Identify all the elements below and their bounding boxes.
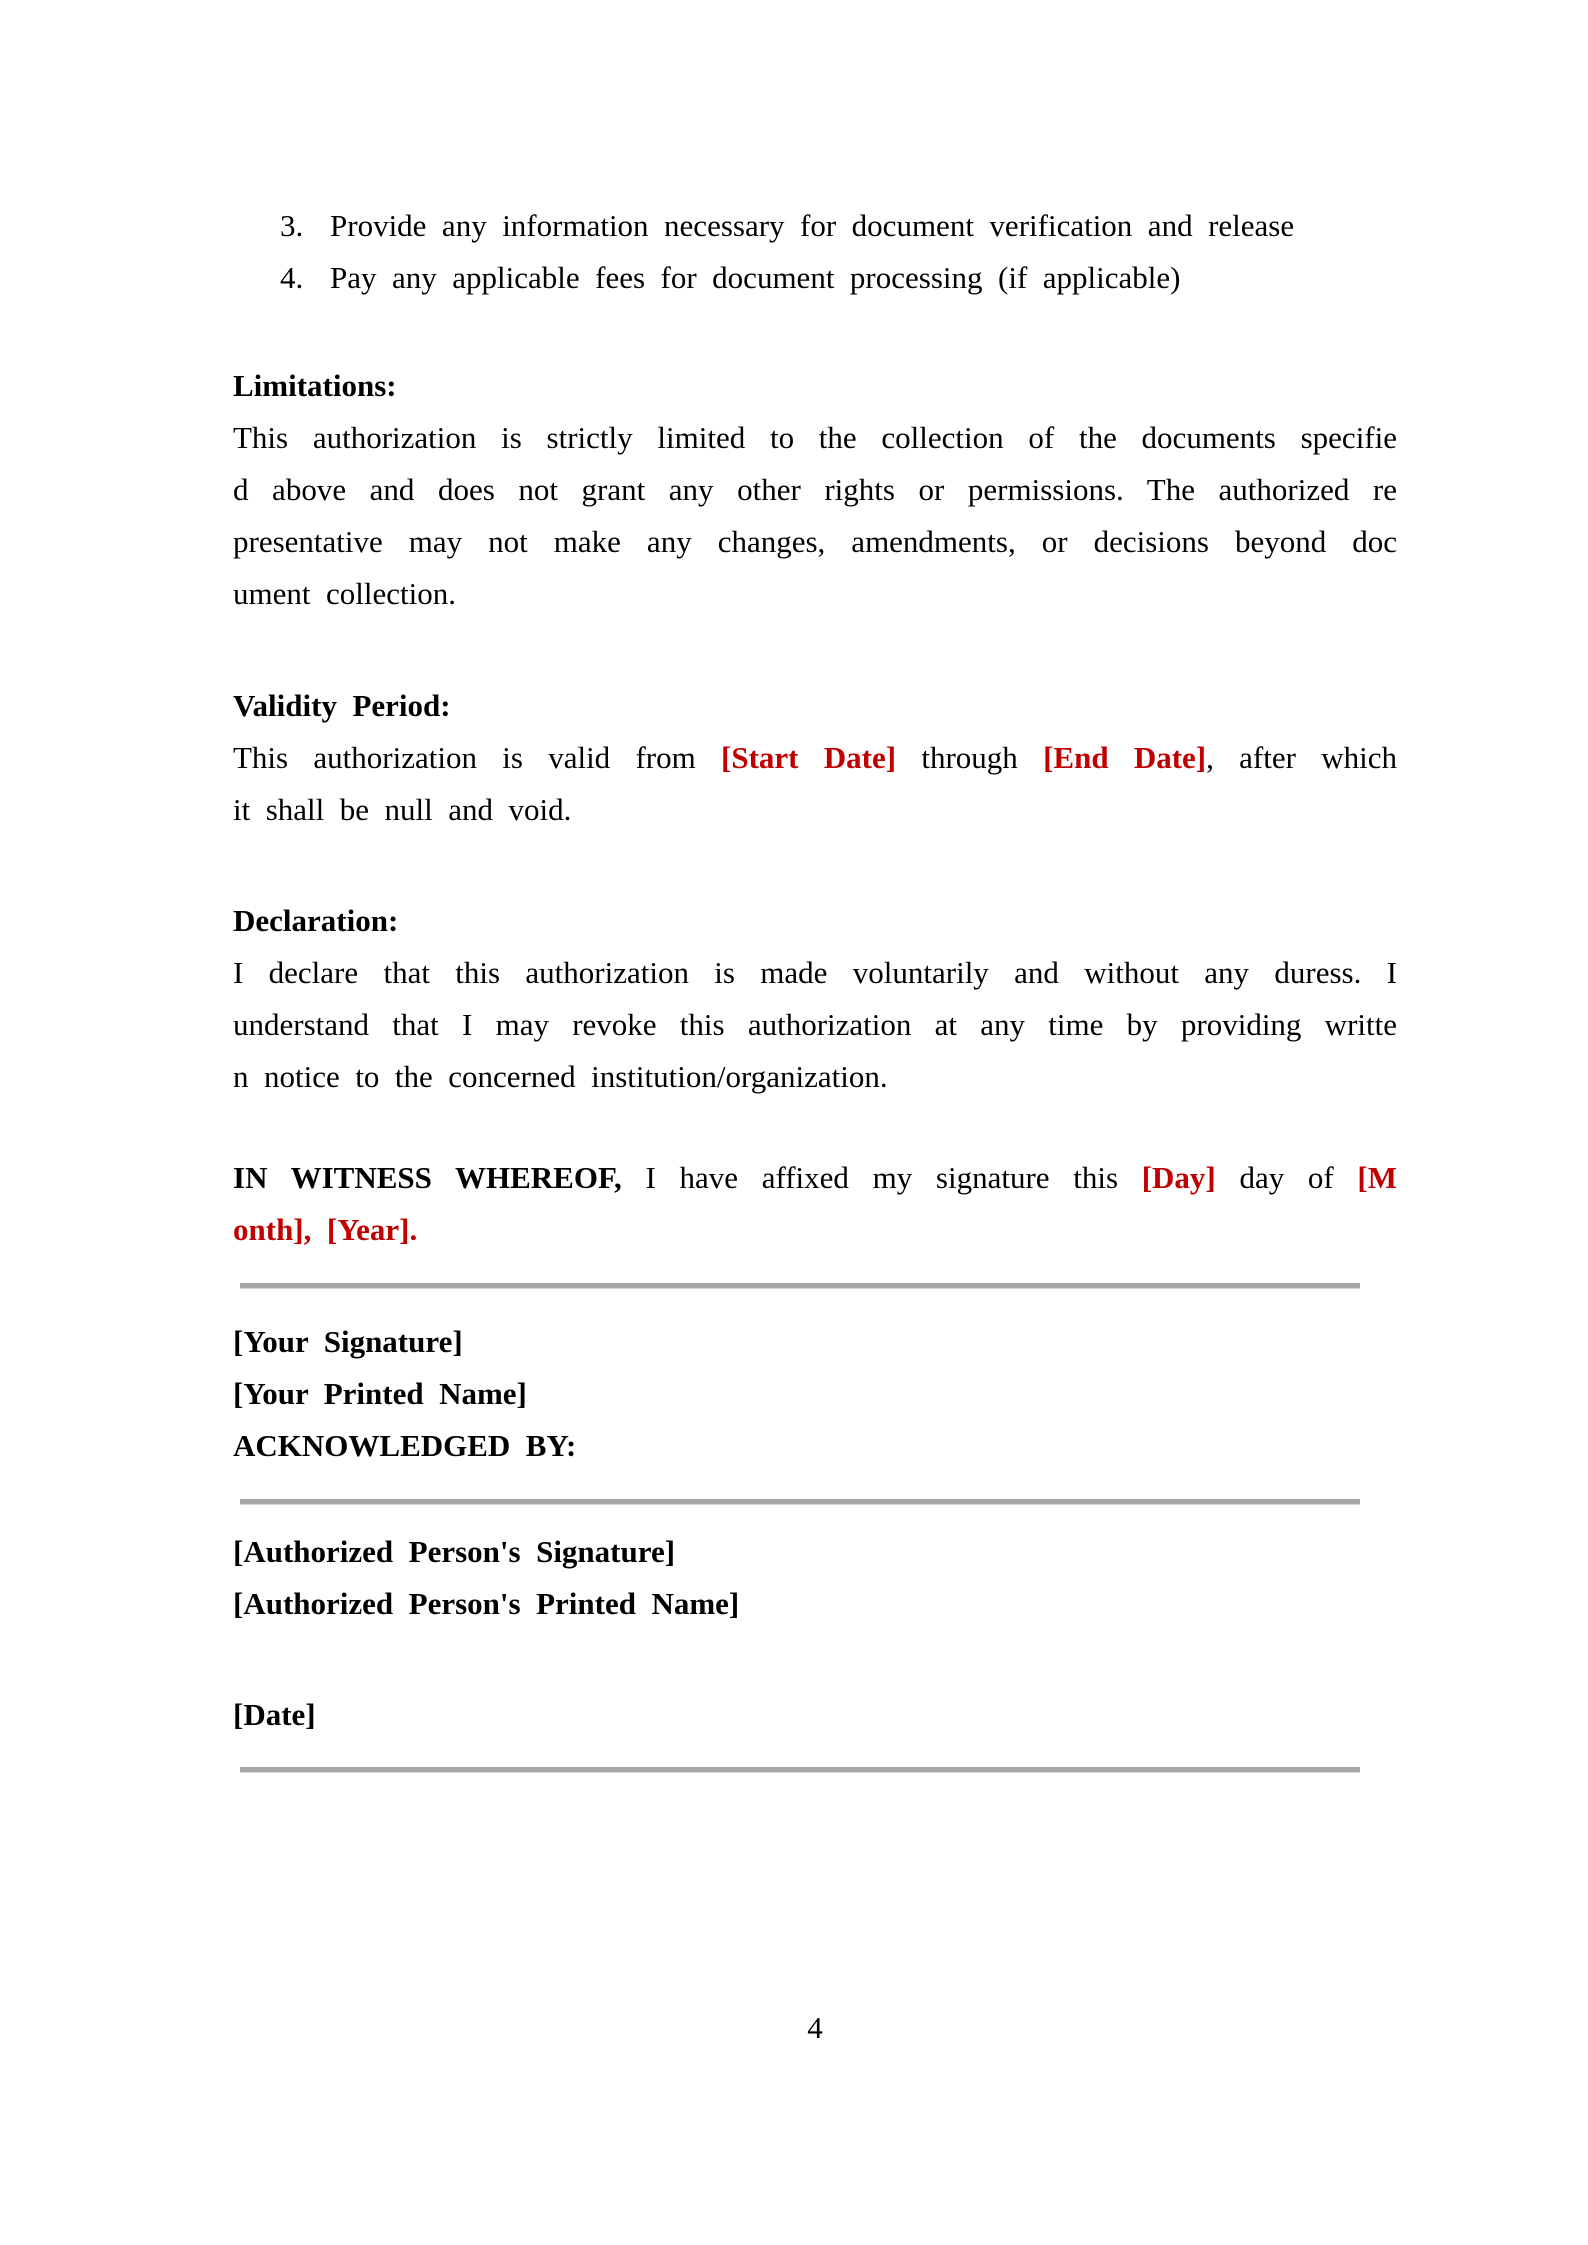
text-line (233, 947, 1397, 999)
text-line (233, 464, 1397, 516)
placeholder-text: [End Date] (1043, 740, 1207, 775)
text-segment: , after which (1206, 740, 1397, 775)
placeholder-text: [Day] (1141, 1160, 1216, 1195)
text-segment: ument collection. (233, 576, 456, 611)
validity-period-heading: Validity Period: (233, 688, 451, 723)
list-item-3 (233, 200, 1397, 252)
placeholder-text: [Start Date] (721, 740, 897, 775)
list-item-text: Provide any information necessary for document verification and release (330, 208, 1295, 243)
acknowledgement-divider (240, 1499, 1360, 1505)
text-segment: I have affixed my signature this (621, 1160, 1142, 1195)
text-segment: n notice to the concerned institution/organization. (233, 1059, 888, 1094)
text-segment: This authorization is valid from (233, 740, 722, 775)
text-segment: through (896, 740, 1044, 775)
declaration-paragraph (233, 947, 1397, 1103)
acknowledged-by-label: ACKNOWLEDGED BY: (233, 1428, 577, 1463)
your-printed-name-placeholder: [Your Printed Name] (233, 1376, 527, 1411)
limitations-paragraph (233, 412, 1397, 620)
page-number: 4 (807, 2010, 823, 2045)
declaration-heading: Declaration: (233, 903, 399, 938)
list-item-number: 4. (280, 260, 304, 295)
text-line (233, 732, 1397, 784)
placeholder-text: [M (1357, 1160, 1398, 1195)
text-segment: I declare that this authorization is made voluntarily and without any duress. I (233, 955, 1397, 990)
witness-paragraph (233, 1152, 1397, 1256)
list-item-number: 3. (280, 208, 304, 243)
signature-divider (240, 1283, 1360, 1289)
authorized-signature-placeholder: [Authorized Person's Signature] (233, 1534, 676, 1569)
text-line (233, 1051, 1397, 1103)
text-segment: d above and does not grant any other rights or permissions. The authorized re (233, 472, 1397, 507)
acknowledgement-block (233, 1526, 1397, 1630)
text-segment: it shall be null and void. (233, 792, 572, 827)
validity-period-paragraph (233, 732, 1397, 836)
text-segment: day of (1215, 1160, 1358, 1195)
text-line (233, 1204, 1397, 1256)
text-line (233, 568, 1397, 620)
bottom-divider (240, 1767, 1360, 1773)
limitations-heading: Limitations: (233, 368, 397, 403)
text-line (233, 1152, 1397, 1204)
authorized-printed-name-placeholder: [Authorized Person's Printed Name] (233, 1586, 740, 1621)
text-segment: presentative may not make any changes, amendments, or decisions beyond doc (233, 524, 1397, 559)
numbered-list (233, 200, 1397, 304)
list-item-4 (233, 252, 1397, 304)
text-line (233, 784, 1397, 836)
text-line (233, 516, 1397, 568)
placeholder-text: onth], [Year]. (233, 1212, 418, 1247)
signature-block (233, 1316, 1397, 1472)
text-segment: understand that I may revoke this authorization at any time by providing writte (233, 1007, 1397, 1042)
text-line (233, 999, 1397, 1051)
text-segment: This authorization is strictly limited to the collection of the documents specifie (233, 420, 1397, 455)
text-segment: IN WITNESS WHEREOF, (233, 1160, 622, 1195)
text-line (233, 412, 1397, 464)
list-item-text: Pay any applicable fees for document processing (if applicable) (330, 260, 1181, 295)
date-placeholder: [Date] (233, 1697, 316, 1732)
your-signature-placeholder: [Your Signature] (233, 1324, 463, 1359)
